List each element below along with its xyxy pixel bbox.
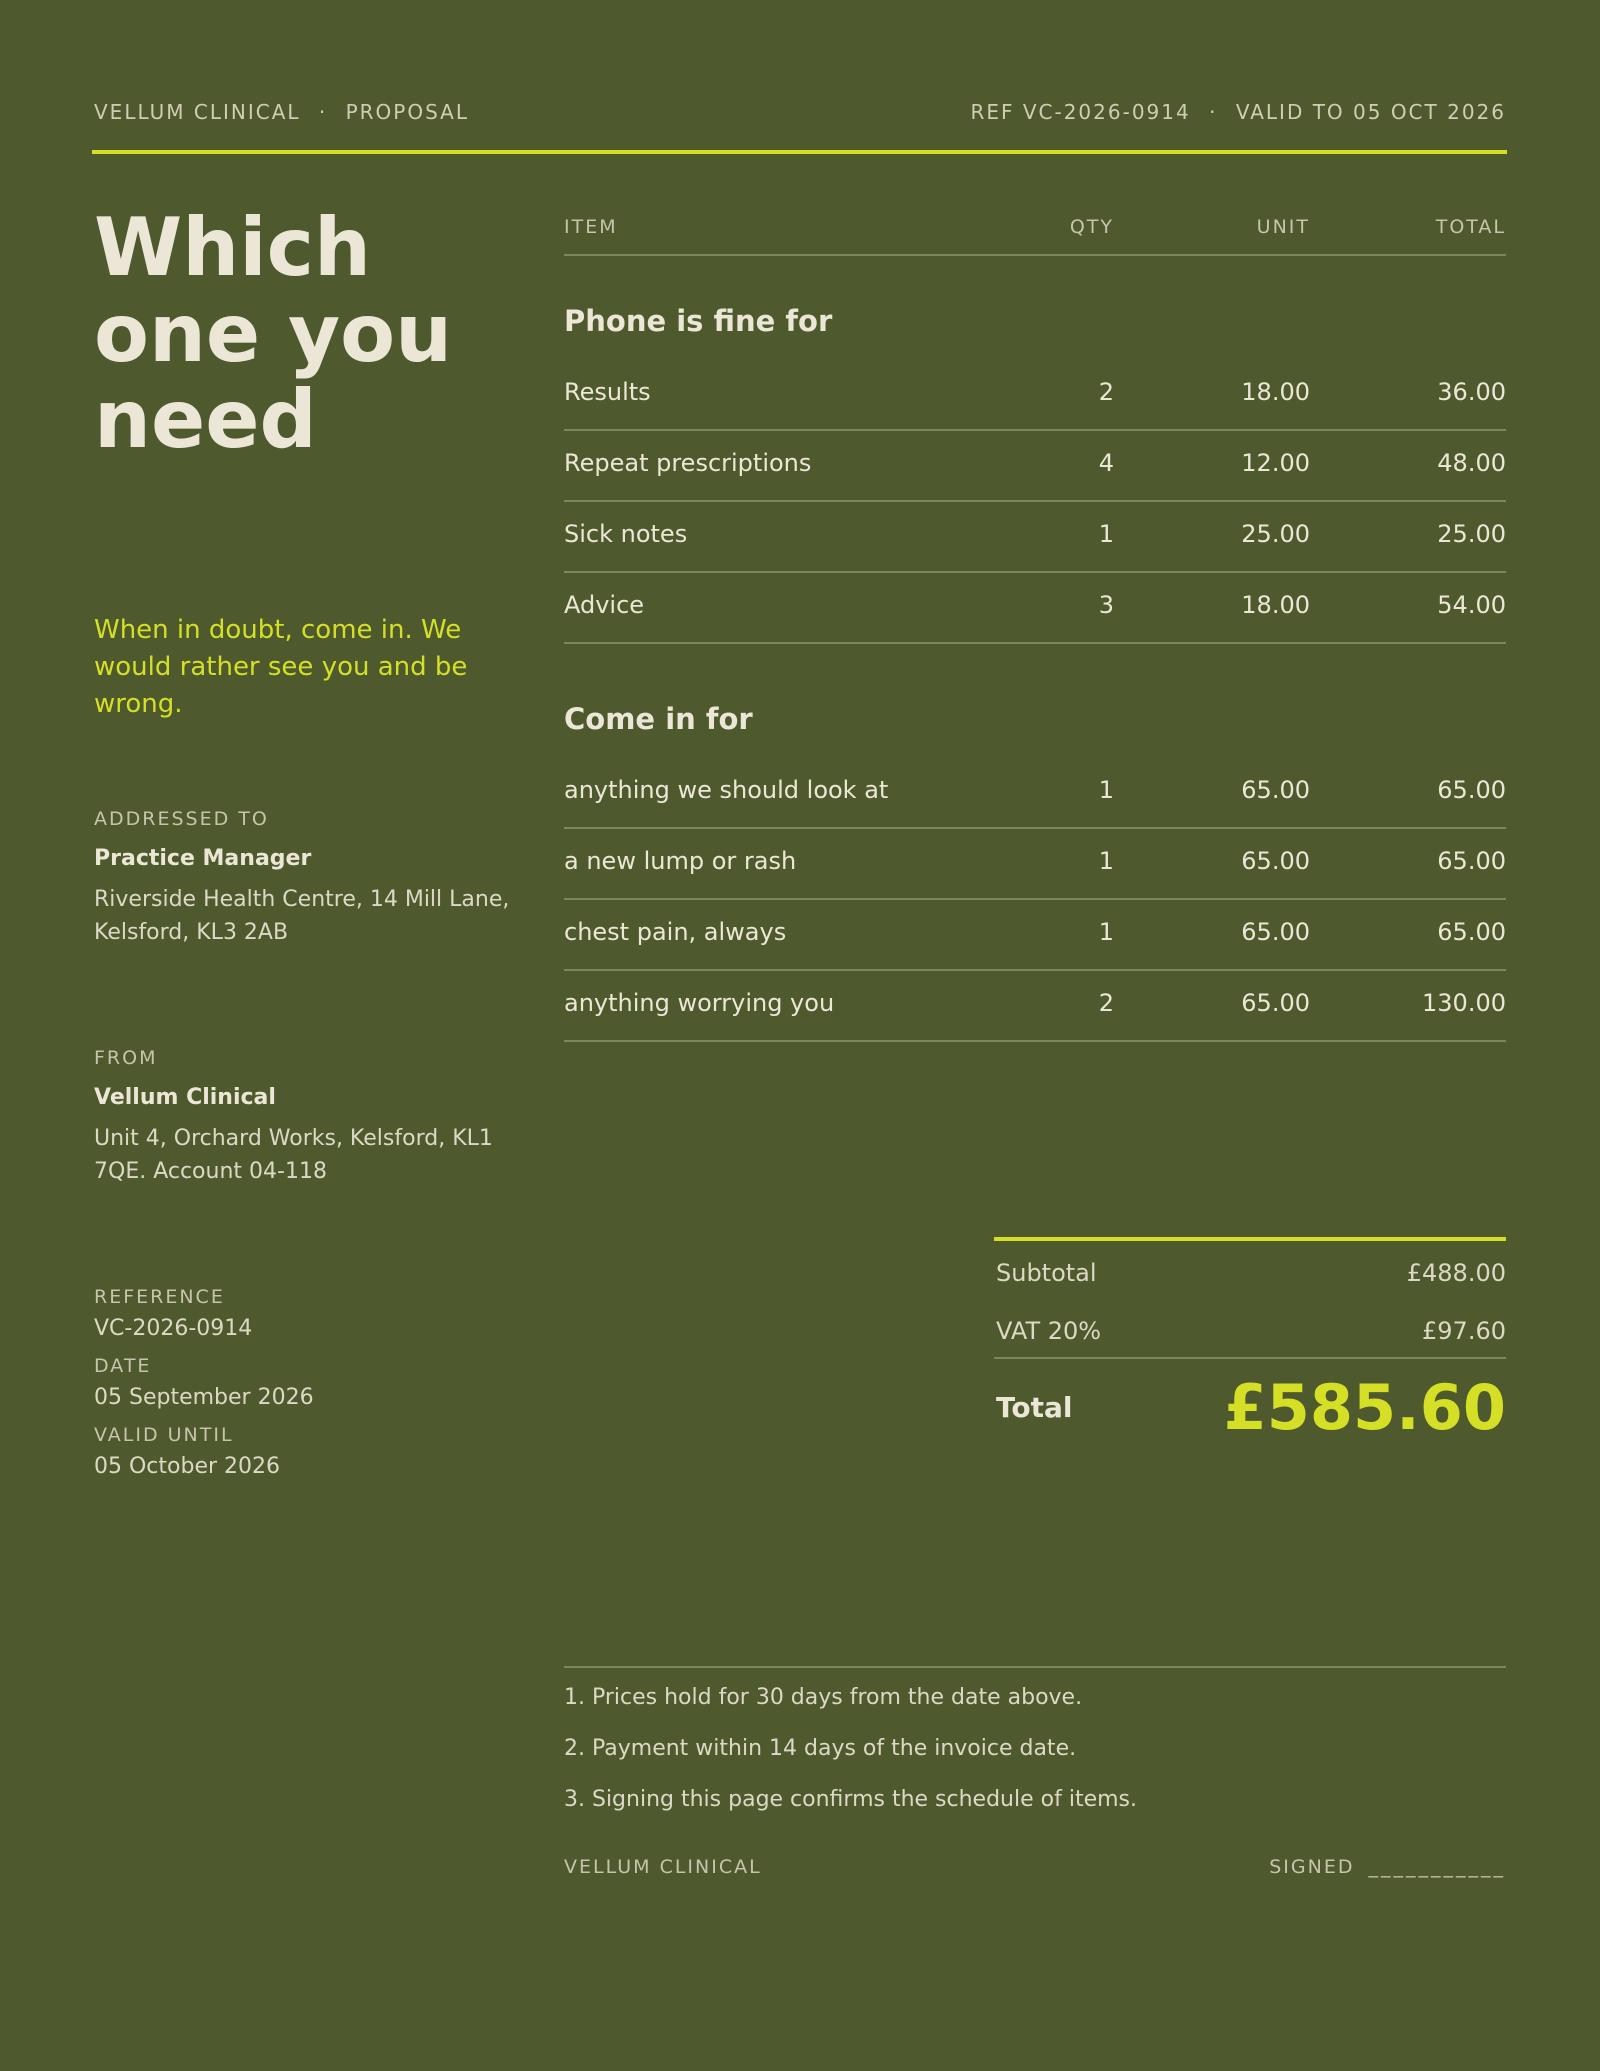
row-item: a new lump or rash (564, 847, 797, 875)
page-title (94, 201, 494, 466)
row-unit: 12.00 (1241, 449, 1310, 477)
addressed-to-label: ADDRESSED TO (94, 808, 269, 830)
from-address: Unit 4, Orchard Works, Kelsford, KL1 7QE. Account 04-118 (94, 1126, 493, 1184)
term-1: 1. Prices hold for 30 days from the date above. (564, 1685, 1083, 1710)
date-label: DATE (94, 1355, 152, 1377)
header-item: ITEM (564, 216, 618, 238)
row-qty: 1 (1098, 918, 1114, 946)
header-ref: REF VC-2026-0914 (970, 100, 1191, 124)
footer-rule (564, 1666, 1506, 1668)
row-item: Sick notes (564, 520, 688, 548)
addressed-to-name: Practice Manager (94, 846, 312, 871)
header-doc-type: PROPOSAL (345, 100, 469, 124)
header-unit: UNIT (1256, 216, 1310, 238)
row-item: anything we should look at (564, 776, 889, 804)
valid-until-value: 05 October 2026 (94, 1454, 281, 1479)
header-right (970, 100, 1506, 124)
header-separator: · (318, 100, 328, 124)
row-unit: 18.00 (1241, 591, 1310, 619)
reference-label: REFERENCE (94, 1286, 225, 1308)
from-name: Vellum Clinical (94, 1085, 276, 1110)
table-row (564, 573, 1506, 644)
row-qty: 4 (1098, 449, 1114, 477)
header-qty: QTY (1069, 216, 1114, 238)
header-total: TOTAL (1435, 216, 1506, 238)
row-unit: 65.00 (1241, 989, 1310, 1017)
row-qty: 2 (1098, 378, 1114, 406)
row-total: 130.00 (1422, 989, 1506, 1017)
header-valid-to: VALID TO 05 OCT 2026 (1235, 100, 1506, 124)
row-total: 36.00 (1437, 378, 1506, 406)
row-item: Results (564, 378, 651, 406)
title-line-3: need (94, 373, 317, 466)
row-qty: 1 (1098, 847, 1114, 875)
row-total: 48.00 (1437, 449, 1506, 477)
table-row (564, 971, 1506, 1042)
row-qty: 1 (1098, 776, 1114, 804)
table-row (564, 502, 1506, 573)
items-table (564, 210, 1506, 1042)
section-title-phone: Phone is fine for (564, 304, 833, 338)
row-item: anything worrying you (564, 989, 835, 1017)
terms-list (564, 1685, 1506, 1838)
title-line-2: one you (94, 287, 453, 380)
table-row (564, 900, 1506, 971)
header-brand: VELLUM CLINICAL (94, 100, 301, 124)
grand-total-row (994, 1359, 1506, 1459)
row-total: 54.00 (1437, 591, 1506, 619)
row-qty: 3 (1098, 591, 1114, 619)
document-header (94, 100, 1506, 130)
row-qty: 2 (1098, 989, 1114, 1017)
term-3: 3. Signing this page confirms the schedule of items. (564, 1787, 1137, 1812)
row-unit: 65.00 (1241, 847, 1310, 875)
vat-label: VAT 20% (996, 1317, 1102, 1345)
table-row (564, 758, 1506, 829)
date-value: 05 September 2026 (94, 1385, 314, 1410)
signed-label: SIGNED (1269, 1856, 1355, 1878)
vat-value: £97.60 (1422, 1317, 1506, 1345)
title-line-1: Which (94, 201, 371, 294)
meta-block (94, 1286, 514, 1493)
table-row (564, 431, 1506, 502)
total-value: £585.60 (1223, 1371, 1506, 1444)
subtotal-label: Subtotal (996, 1259, 1097, 1287)
signature-field[interactable] (1269, 1856, 1506, 1878)
row-qty: 1 (1098, 520, 1114, 548)
header-separator-2: · (1209, 100, 1218, 124)
row-unit: 25.00 (1241, 520, 1310, 548)
tagline: When in doubt, come in. We would rather see you and be wrong. (94, 615, 468, 719)
section-title-come-in: Come in for (564, 702, 753, 736)
row-total: 65.00 (1437, 776, 1506, 804)
footer-brand: VELLUM CLINICAL (564, 1856, 762, 1878)
from-block (94, 1047, 514, 1188)
header-left (94, 100, 469, 124)
vat-row (994, 1299, 1506, 1359)
signature-line[interactable]: ___________ (1368, 1856, 1506, 1878)
addressed-to-address: Riverside Health Centre, 14 Mill Lane, Kelsford, KL3 2AB (94, 887, 510, 945)
row-unit: 65.00 (1241, 776, 1310, 804)
reference-value: VC-2026-0914 (94, 1316, 253, 1341)
row-unit: 65.00 (1241, 918, 1310, 946)
table-header (564, 210, 1506, 256)
header-accent-rule (92, 150, 1507, 154)
total-label: Total (996, 1391, 1073, 1424)
row-total: 65.00 (1437, 847, 1506, 875)
table-row (564, 829, 1506, 900)
row-item: chest pain, always (564, 918, 787, 946)
term-2: 2. Payment within 14 days of the invoice date. (564, 1736, 1077, 1761)
from-label: FROM (94, 1047, 158, 1069)
addressed-to-block (94, 808, 514, 949)
row-unit: 18.00 (1241, 378, 1310, 406)
subtotal-row (994, 1241, 1506, 1299)
row-total: 25.00 (1437, 520, 1506, 548)
row-item: Repeat prescriptions (564, 449, 812, 477)
row-item: Advice (564, 591, 645, 619)
valid-until-label: VALID UNTIL (94, 1424, 234, 1446)
totals-block (994, 1237, 1506, 1459)
subtotal-value: £488.00 (1406, 1259, 1506, 1287)
table-row (564, 360, 1506, 431)
row-total: 65.00 (1437, 918, 1506, 946)
